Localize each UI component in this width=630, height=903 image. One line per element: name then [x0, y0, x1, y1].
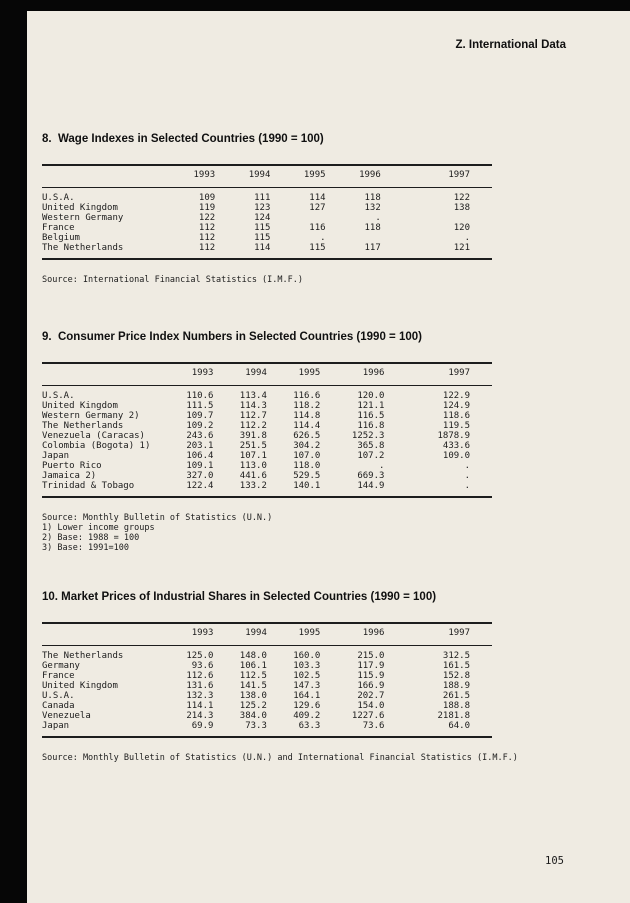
value-cell: 132: [364, 203, 381, 213]
year-column-header: 1996: [320, 623, 384, 646]
value-cell: 384.0: [239, 711, 267, 721]
value-cell: 132.3: [186, 691, 214, 701]
value-cell: 120: [453, 223, 470, 233]
country-label: Trinidad & Tobago: [42, 481, 135, 491]
source-note: Source: Monthly Bulletin of Statistics (U.N.) and International Financial Statistics (I.M.F.): [42, 753, 518, 763]
value-cell: 93.6: [191, 661, 214, 671]
value-cell: 119: [198, 203, 216, 213]
value-cell: 529.5: [293, 471, 321, 481]
value-cell: [326, 233, 381, 243]
value-cell: 73.3: [245, 721, 267, 731]
value-cell: 161.5: [442, 661, 470, 671]
value-cell: 138: [453, 203, 470, 213]
table-header-row: [42, 165, 492, 188]
table-row: [42, 471, 492, 481]
value-cell: 112: [198, 233, 216, 243]
year-column-header: 1997: [384, 623, 492, 646]
value-cell: 121.1: [357, 401, 385, 411]
table-row: [42, 721, 492, 737]
value-cell: 109: [198, 193, 216, 203]
section-industrial-shares: [42, 591, 630, 763]
value-cell: 114.3: [239, 401, 267, 411]
value-cell: 64.0: [448, 721, 470, 731]
table-row: [42, 671, 492, 681]
value-cell: 202.7: [357, 691, 385, 701]
value-cell: 120.0: [357, 391, 385, 401]
value-cell: 113.0: [239, 461, 267, 471]
value-cell: 188.9: [442, 681, 470, 691]
table-row: [42, 421, 492, 431]
value-cell: 125.0: [186, 651, 214, 661]
value-cell: 147.3: [293, 681, 321, 691]
table-row: [42, 233, 492, 243]
value-cell: 114.1: [186, 701, 214, 711]
value-cell: 116.8: [357, 421, 385, 431]
value-cell: 117: [364, 243, 381, 253]
value-cell: 109.2: [186, 421, 214, 431]
value-cell: 121: [453, 243, 470, 253]
value-cell: 141.5: [239, 681, 267, 691]
value-cell: 122: [453, 193, 470, 203]
value-cell: .: [379, 461, 385, 471]
country-label: Jamaica 2): [42, 471, 97, 481]
country-label: France: [42, 223, 75, 233]
section-title: 9. Consumer Price Index Numbers in Selected Countries (1990 = 100): [42, 331, 422, 343]
value-cell: 261.5: [442, 691, 470, 701]
table-row: [42, 691, 492, 701]
value-cell: 118: [364, 193, 381, 203]
wage-indexes-table: [42, 164, 492, 260]
value-cell: 131.6: [186, 681, 214, 691]
industrial-shares-table: [42, 622, 492, 738]
country-label: Germany: [42, 661, 80, 671]
value-cell: 109.7: [186, 411, 214, 421]
country-label: Japan: [42, 721, 70, 731]
table-row: [42, 481, 492, 497]
value-cell: 133.2: [239, 481, 267, 491]
value-cell: 114.4: [293, 421, 321, 431]
country-column-header: [42, 363, 160, 386]
value-cell: [381, 213, 492, 223]
table-row: [42, 188, 492, 204]
value-cell: 129.6: [293, 701, 321, 711]
value-cell: 107.0: [293, 451, 321, 461]
value-cell: 122: [198, 213, 216, 223]
value-cell: 112.5: [239, 671, 267, 681]
country-label: Venezuela: [42, 711, 91, 721]
value-cell: 1227.6: [351, 711, 385, 721]
country-column-header: [42, 165, 160, 188]
country-label: U.S.A.: [42, 691, 75, 701]
value-cell: 203.1: [186, 441, 214, 451]
source-note: Source: Monthly Bulletin of Statistics (U.N.): [42, 513, 273, 523]
value-cell: 118.2: [293, 401, 321, 411]
table-row: [42, 401, 492, 411]
table-row: [42, 386, 492, 402]
country-label: Venezuela (Caracas): [42, 431, 145, 441]
value-cell: 243.6: [186, 431, 214, 441]
value-cell: 124: [254, 213, 271, 223]
page-number: 105: [545, 855, 564, 867]
value-cell: 116.6: [293, 391, 321, 401]
country-label: France: [42, 671, 75, 681]
section-wage-indexes: [42, 133, 630, 285]
country-label: Belgium: [42, 233, 80, 243]
value-cell: 433.6: [442, 441, 470, 451]
consumer-price-index-table: [42, 362, 492, 498]
country-label: The Netherlands: [42, 243, 124, 253]
year-column-header: 1994: [215, 165, 270, 188]
table-row: [42, 681, 492, 691]
year-column-header: 1997: [381, 165, 492, 188]
table-row: [42, 223, 492, 233]
country-label: Colombia (Bogota) 1): [42, 441, 151, 451]
value-cell: 122.4: [186, 481, 214, 491]
value-cell: 166.9: [357, 681, 385, 691]
value-cell: 441.6: [239, 471, 267, 481]
table-row: [42, 431, 492, 441]
country-label: Japan: [42, 451, 70, 461]
value-cell: 115: [309, 243, 326, 253]
value-cell: 115: [254, 223, 271, 233]
value-cell: 114: [309, 193, 326, 203]
value-cell: 111: [254, 193, 271, 203]
table-row: [42, 461, 492, 471]
value-cell: 115.9: [357, 671, 385, 681]
value-cell: 116.5: [357, 411, 385, 421]
country-label: Canada: [42, 701, 75, 711]
year-column-header: 1995: [270, 165, 325, 188]
value-cell: 124.9: [442, 401, 470, 411]
value-cell: 144.9: [357, 481, 385, 491]
value-cell: 116: [309, 223, 326, 233]
year-column-header: 1995: [267, 623, 320, 646]
table-note: 1) Lower income groups: [42, 523, 155, 533]
value-cell: 114.8: [293, 411, 321, 421]
table-row: [42, 213, 492, 223]
scan-edge-left: [0, 0, 27, 903]
country-column-header: [42, 623, 160, 646]
table-row: [42, 646, 492, 662]
value-cell: .: [320, 233, 326, 243]
year-column-header: 1993: [160, 165, 215, 188]
table-row: [42, 701, 492, 711]
table-notes: [42, 523, 630, 553]
country-label: United Kingdom: [42, 203, 118, 213]
value-cell: 113.4: [239, 391, 267, 401]
section-title: 10. Market Prices of Industrial Shares in Selected Countries (1990 = 100): [42, 591, 437, 603]
table-row: [42, 243, 492, 259]
table-row: [42, 411, 492, 421]
value-cell: 148.0: [239, 651, 267, 661]
value-cell: 106.4: [186, 451, 214, 461]
value-cell: 160.0: [293, 651, 321, 661]
value-cell: 112.2: [239, 421, 267, 431]
table-header-row: [42, 623, 492, 646]
year-column-header: 1993: [160, 623, 213, 646]
value-cell: 365.8: [357, 441, 385, 451]
country-label: The Netherlands: [42, 421, 124, 431]
document-page: [27, 11, 630, 903]
value-cell: 107.2: [357, 451, 385, 461]
value-cell: 112.7: [239, 411, 267, 421]
section-consumer-price-index: [42, 331, 630, 553]
value-cell: 112: [198, 243, 216, 253]
value-cell: 112.6: [186, 671, 214, 681]
table-row: [42, 203, 492, 213]
value-cell: 119.5: [442, 421, 470, 431]
year-column-header: 1995: [267, 363, 320, 386]
year-column-header: 1994: [213, 623, 266, 646]
value-cell: .: [464, 233, 470, 243]
country-label: Western Germany: [42, 213, 124, 223]
value-cell: 214.3: [186, 711, 214, 721]
value-cell: 123: [254, 203, 271, 213]
value-cell: 127: [309, 203, 326, 213]
table-header-row: [42, 363, 492, 386]
value-cell: 164.1: [293, 691, 321, 701]
country-label: Puerto Rico: [42, 461, 102, 471]
value-cell: 122.9: [442, 391, 470, 401]
section-title: 8. Wage Indexes in Selected Countries (1990 = 100): [42, 133, 324, 145]
value-cell: 327.0: [186, 471, 214, 481]
value-cell: 117.9: [357, 661, 385, 671]
table-row: [42, 441, 492, 451]
value-cell: 114: [254, 243, 271, 253]
value-cell: 115: [254, 233, 271, 243]
page-header: Z. International Data: [455, 39, 566, 51]
value-cell: 110.6: [186, 391, 214, 401]
value-cell: 215.0: [357, 651, 385, 661]
value-cell: 109.0: [442, 451, 470, 461]
value-cell: 73.6: [362, 721, 385, 731]
value-cell: [270, 213, 325, 223]
year-column-header: 1996: [326, 165, 381, 188]
value-cell: 409.2: [293, 711, 321, 721]
value-cell: 63.3: [298, 721, 321, 731]
value-cell: 107.1: [239, 451, 267, 461]
country-label: U.S.A.: [42, 193, 75, 203]
value-cell: .: [375, 213, 381, 223]
value-cell: 251.5: [239, 441, 267, 451]
value-cell: 154.0: [357, 701, 385, 711]
value-cell: .: [464, 471, 470, 481]
value-cell: 118: [364, 223, 381, 233]
value-cell: 312.5: [442, 651, 470, 661]
value-cell: 626.5: [293, 431, 321, 441]
country-label: The Netherlands: [42, 651, 124, 661]
country-label: U.S.A.: [42, 391, 75, 401]
value-cell: 188.8: [442, 701, 470, 711]
value-cell: 152.8: [442, 671, 470, 681]
value-cell: 1878.9: [437, 431, 470, 441]
value-cell: 102.5: [293, 671, 321, 681]
table-row: [42, 451, 492, 461]
value-cell: 140.1: [293, 481, 321, 491]
value-cell: .: [464, 461, 470, 471]
value-cell: 304.2: [293, 441, 321, 451]
value-cell: 118.6: [442, 411, 470, 421]
value-cell: 125.2: [239, 701, 267, 711]
value-cell: 111.5: [186, 401, 214, 411]
value-cell: 69.9: [191, 721, 214, 731]
value-cell: 138.0: [239, 691, 267, 701]
table-row: [42, 661, 492, 671]
year-column-header: 1993: [160, 363, 213, 386]
value-cell: 2181.8: [437, 711, 470, 721]
table-row: [42, 711, 492, 721]
value-cell: 391.8: [239, 431, 267, 441]
value-cell: 1252.3: [351, 431, 385, 441]
value-cell: 103.3: [293, 661, 321, 671]
table-note: 2) Base: 1988 = 100: [42, 533, 140, 543]
country-label: United Kingdom: [42, 401, 118, 411]
country-label: United Kingdom: [42, 681, 118, 691]
year-column-header: 1994: [213, 363, 266, 386]
year-column-header: 1996: [320, 363, 384, 386]
value-cell: .: [464, 481, 470, 491]
value-cell: 118.0: [293, 461, 321, 471]
table-note: 3) Base: 1991=100: [42, 543, 129, 553]
value-cell: 106.1: [239, 661, 267, 671]
scan-edge-top: [0, 0, 630, 11]
value-cell: 109.1: [186, 461, 214, 471]
value-cell: 112: [198, 223, 216, 233]
source-note: Source: International Financial Statistics (I.M.F.): [42, 275, 303, 285]
country-label: Western Germany 2): [42, 411, 140, 421]
value-cell: 669.3: [357, 471, 385, 481]
year-column-header: 1997: [384, 363, 492, 386]
